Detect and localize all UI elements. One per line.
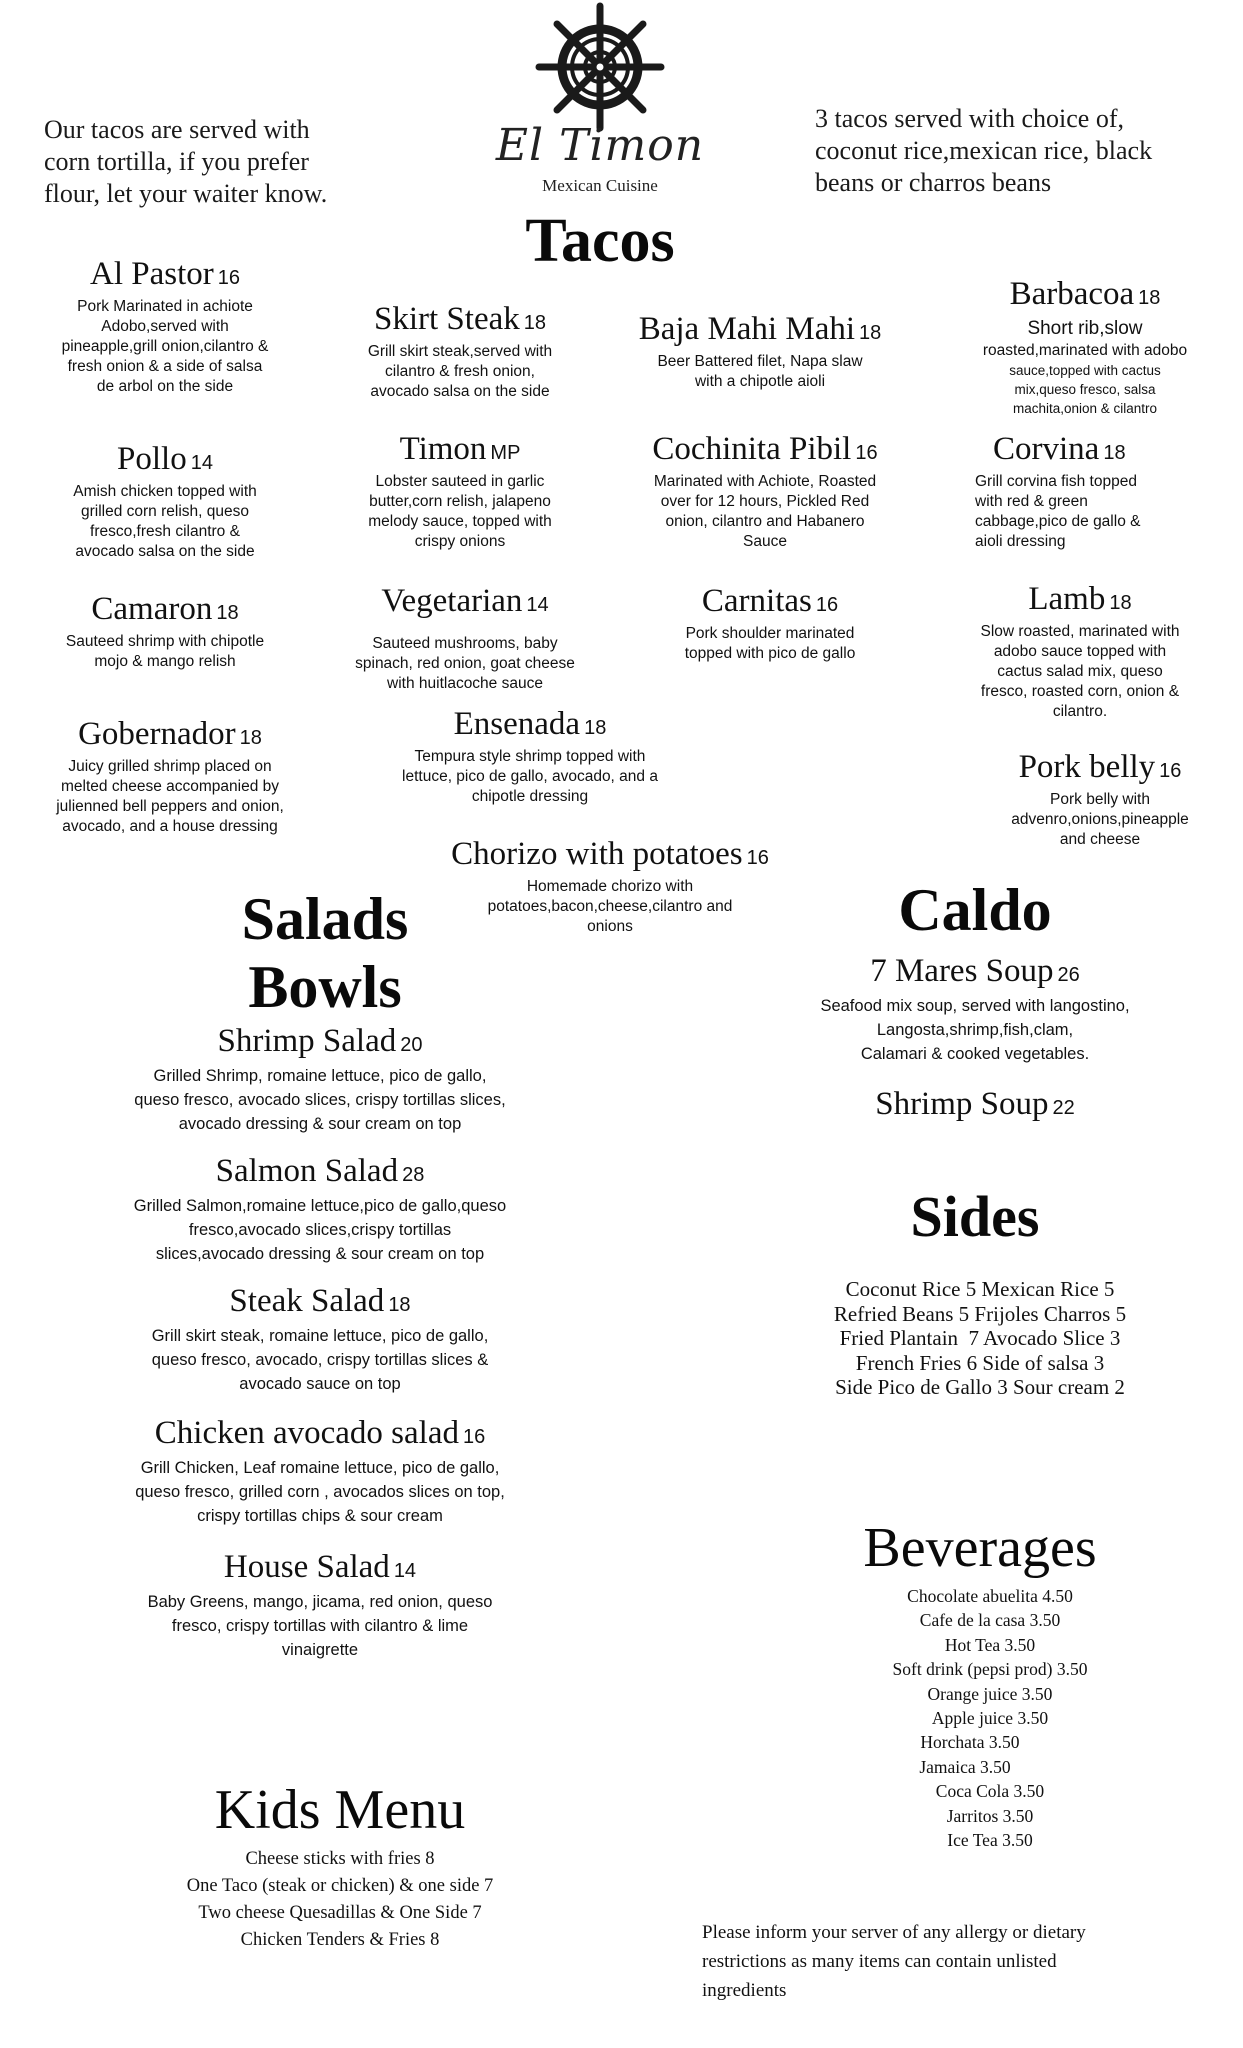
item-description: Amish chicken topped with grilled corn relish, queso fresco,fresh cilantro & avocado salsa on the side [73,483,257,560]
item-name: Pollo [117,441,187,477]
kids-item: Cheese sticks with fries 8 [245,1849,435,1869]
menu-item-pork-belly [960,748,1240,850]
item-description: Sauteed mushrooms, baby spinach, red onion, goat cheese with huitlacoche sauce [355,635,575,692]
beverage-item: Apple juice 3.50 [931,1708,1049,1729]
item-description: Short rib,slow roasted,marinated with adobo sauce,topped with cactus mix,queso fresco, salsa machita,onion & cilantro [982,318,1188,416]
logo-subtitle: Mexican Cuisine [542,176,658,195]
item-description: Beer Battered filet, Napa slaw with a chipotle aioli [657,353,863,390]
item-price: 18 [239,727,262,749]
menu-item-gobernador [15,715,325,837]
kids-item: Two cheese Quesadillas & One Side 7 [198,1903,482,1923]
menu-item-pollo [20,440,310,562]
item-description: Tempura style shrimp topped with lettuce, pico de gallo, avocado, and a chipotle dressing [402,748,658,805]
item-description: Grilled Shrimp, romaine lettuce, pico de gallo, queso fresco, avocado slices, crispy tortillas slices, avocado dressing & sour cream on top [134,1067,506,1133]
item-price: 16 [746,847,769,869]
salad-item-steak [60,1282,580,1396]
item-title [620,582,920,624]
logo [495,0,705,200]
menu-item-lamb [935,580,1225,722]
item-price: 14 [393,1560,417,1582]
item-price: 28 [402,1164,425,1186]
item-name: Carnitas [701,583,812,619]
item-description: Slow roasted, marinated with adobo sauce topped with cactus salad mix, queso fresco, roasted corn, onion & cilantro. [980,623,1180,720]
kids-item: One Taco (steak or chicken) & one side 7 [186,1876,494,1896]
caldo-title: Caldo [898,877,1052,943]
menu-item-barbacoa [945,275,1225,418]
item-price: 14 [526,594,549,616]
note-line: corn tortilla, if you prefer [44,147,309,176]
item-title [945,275,1225,317]
item-description: Baby Greens, mango, jicama, red onion, queso fresco, crispy tortillas with cilantro & lime vinaigrette [147,1593,493,1659]
item-name: Al Pastor [90,256,214,292]
item-title [20,255,310,297]
item-name: Barbacoa [1009,276,1135,312]
beverages-title: Beverages [863,1517,1097,1579]
kids-item: Chicken Tenders & Fries 8 [240,1930,440,1950]
tacos-title: Tacos [525,207,675,275]
item-price: 16 [217,267,240,289]
note-line: beans or charros beans [815,168,1052,197]
allergy-line: Please inform your server of any allergy or dietary [702,1922,1086,1943]
item-price: MP [490,442,521,464]
item-name: House Salad [223,1549,390,1585]
menu-item-cochinita-pibil [615,430,915,552]
beverage-item: Soft drink (pepsi prod) 3.50 [892,1659,1088,1680]
item-name: Camaron [91,591,213,627]
item-price: 20 [400,1034,423,1056]
item-name: Skirt Steak [374,301,520,337]
note-line: coconut rice,mexican rice, black [815,136,1153,165]
item-title [60,1022,580,1064]
item-name: Baja Mahi Mahi [638,311,856,347]
item-name: Lamb [1028,581,1106,617]
item-title [350,705,710,747]
menu-item-baja-mahi-mahi [615,310,905,392]
menu-item-chorizo-with-potatoes [420,835,800,937]
item-price: 16 [462,1426,486,1448]
allergy-line: ingredients [702,1980,787,2001]
item-title [615,310,905,352]
beverage-item: Cafe de la casa 3.50 [919,1610,1061,1631]
beverage-item: Hot Tea 3.50 [944,1634,1036,1655]
salads-bowls-title [200,885,450,1021]
item-title [960,748,1240,790]
item-title [60,1152,580,1194]
item-title [315,430,605,472]
beverage-item: Coca Cola 3.50 [935,1781,1045,1802]
item-description: Pork Marinated in achiote Adobo,served with pineapple,grill onion,cilantro & fresh onion & a side of salsa de arbol on the side [61,298,269,395]
item-price: 18 [859,322,882,344]
note-line: 3 tacos served with choice of, [815,104,1125,133]
item-description: Homemade chorizo with potatoes,bacon,cheese,cilantro and onions [487,878,733,935]
item-title [420,835,800,877]
item-title [60,1548,580,1590]
item-title [20,590,310,632]
menu-item-timon [315,430,605,552]
item-title [315,582,615,624]
sides-line: Side Pico de Gallo 3 Sour cream 2 [835,1375,1125,1399]
item-description: Marinated with Achiote, Roasted over for 12 hours, Pickled Red onion, cilantro and Habanero Sauce [653,473,877,550]
beverages-list [840,1584,1140,1852]
item-title [15,715,325,757]
item-price: 18 [1103,442,1126,464]
item-price: 18 [216,602,239,624]
item-name: Chorizo with potatoes [451,836,743,872]
item-description: Grill skirt steak,served with cilantro & fresh onion, avocado salsa on the side [367,343,553,400]
beverage-item: Horchata 3.50 [920,1732,1020,1753]
item-name: Timon [399,431,487,467]
item-name: Gobernador [78,716,236,752]
item-title [760,1085,1190,1127]
item-description: Grill corvina fish topped with red & green cabbage,pico de gallo & aioli dressing [975,473,1141,550]
caldo-item-7-mares [760,952,1190,1066]
item-price: 16 [1159,760,1182,782]
note-line: flour, let your waiter know. [44,179,328,208]
salad-item-house [60,1548,580,1662]
sides-line: French Fries 6 Side of salsa 3 [855,1350,1105,1375]
item-description: Lobster sauteed in garlic butter,corn relish, jalapeno melody sauce, topped with crispy onions [368,473,552,550]
item-price: 22 [1052,1097,1075,1119]
tortilla-note [44,114,404,210]
menu-item-vegetarian [315,582,615,694]
ship-wheel-icon [535,2,665,132]
item-title [965,430,1225,472]
menu-item-camaron [20,590,310,672]
item-name: Salmon Salad [215,1153,399,1189]
sides-title: Sides [910,1184,1040,1249]
item-title [615,430,915,472]
item-price: 16 [855,442,878,464]
menu-item-ensenada [350,705,710,807]
beverage-item: Jamaica 3.50 [919,1756,1011,1777]
item-name: Shrimp Soup [875,1086,1049,1122]
item-name: Shrimp Salad [217,1023,397,1059]
item-name: Vegetarian [381,583,523,619]
item-name: Steak Salad [229,1283,385,1319]
item-price: 14 [190,452,213,474]
item-price: 18 [1138,287,1161,309]
item-name: Pork belly [1018,749,1156,785]
item-description: Seafood mix soup, served with langostino, Langosta,shrimp,fish,clam, Calamari & cooked vegetables. [820,997,1130,1063]
item-description: Grilled Salmon,romaine lettuce,pico de gallo,queso fresco,avocado slices,crispy tortillas slices,avocado dressing & sour cream on top [133,1197,507,1263]
salad-item-salmon [60,1152,580,1266]
menu-item-skirt-steak [315,300,605,402]
sides-list [760,1277,1200,1400]
beverage-item: Chocolate abuelita 4.50 [907,1586,1073,1606]
item-title [60,1282,580,1324]
item-name: Cochinita Pibil [652,431,852,467]
item-description: Sauteed shrimp with chipotle mojo & mango relish [65,633,265,670]
salad-item-chicken-avocado [60,1414,580,1528]
salads-title: Salads [241,886,409,952]
sides-line: Refried Beans 5 Frijoles Charros 5 [833,1301,1127,1326]
item-description: Pork belly with advenro,onions,pineapple and cheese [1011,791,1189,848]
sides-line: Fried Plantain 7 Avocado Slice 3 [839,1326,1121,1350]
item-price: 18 [388,1294,411,1316]
item-description: Grill Chicken, Leaf romaine lettuce, pico de gallo, queso fresco, grilled corn , avocados slices on top, crispy tortillas chips & sour cream [135,1459,505,1525]
item-name: 7 Mares Soup [870,953,1054,989]
item-name: Ensenada [453,706,581,742]
item-title [935,580,1225,622]
item-price: 16 [815,594,839,616]
menu-item-corvina [965,430,1225,552]
beverage-item: Ice Tea 3.50 [947,1830,1033,1851]
item-price: 18 [523,312,546,334]
item-title [20,440,310,482]
note-line: Our tacos are served with [44,115,310,144]
item-description: Pork shoulder marinated topped with pico de gallo [684,625,856,662]
item-price: 26 [1057,964,1080,986]
beverage-item: Jarritos 3.50 [946,1805,1034,1826]
item-description: Grill skirt steak, romaine lettuce, pico de gallo, queso fresco, avocado, crispy tortillas slices & avocado sauce on top [151,1327,489,1393]
logo-name: El Timon [495,120,705,171]
item-title [60,1414,580,1456]
allergy-line: restrictions as many items can contain unlisted [702,1951,1057,1972]
item-description: Juicy grilled shrimp placed on melted cheese accompanied by julienned bell peppers and onion, avocado, and a house dressing [56,758,284,835]
kids-menu-list [120,1846,560,1954]
bowls-title: Bowls [248,954,402,1020]
item-price: 18 [584,717,607,739]
menu-item-carnitas [620,582,920,664]
sides-line: Coconut Rice 5 Mexican Rice 5 [845,1277,1115,1301]
caldo-item-shrimp-soup [760,1085,1190,1127]
beverage-item: Orange juice 3.50 [927,1683,1053,1704]
item-name: Chicken avocado salad [154,1415,459,1451]
kids-menu-title: Kids Menu [214,1779,466,1841]
item-title [315,300,605,342]
salad-item-shrimp [60,1022,580,1136]
item-name: Corvina [993,431,1100,467]
taco-sides-note [815,103,1215,199]
item-title [760,952,1190,994]
allergy-note [702,1918,1222,2005]
menu-item-al-pastor [20,255,310,397]
item-price: 18 [1109,592,1132,614]
